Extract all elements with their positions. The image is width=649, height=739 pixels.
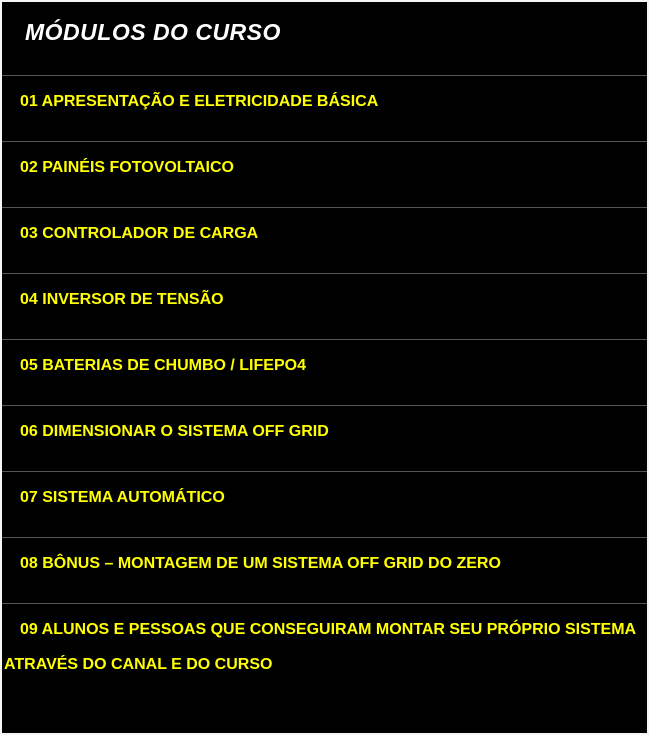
module-row-07[interactable]	[2, 471, 647, 537]
module-row-label: 06 DIMENSIONAR O SISTEMA OFF GRID	[20, 423, 329, 440]
module-row-label: 05 BATERIAS DE CHUMBO / LIFEPO4	[20, 357, 306, 374]
module-row-04[interactable]	[2, 273, 647, 339]
module-row-label: 01 APRESENTAÇÃO E ELETRICIDADE BÁSICA	[20, 93, 379, 110]
table-title: MÓDULOS DO CURSO	[25, 19, 281, 45]
module-row-label: 02 PAINÉIS FOTOVOLTAICO	[20, 159, 234, 176]
module-row-label: 03 CONTROLADOR DE CARGA	[20, 225, 259, 242]
module-row-label: 04 INVERSOR DE TENSÃO	[20, 291, 224, 308]
module-row-03[interactable]	[2, 207, 647, 273]
module-row-09[interactable]	[2, 603, 647, 733]
module-row-06[interactable]	[2, 405, 647, 471]
module-row-label: 07 SISTEMA AUTOMÁTICO	[20, 489, 225, 506]
module-row-01[interactable]	[2, 75, 647, 141]
module-row-label: 08 BÔNUS – MONTAGEM DE UM SISTEMA OFF GRID DO ZERO	[20, 555, 501, 572]
module-row-05[interactable]	[2, 339, 647, 405]
module-row-02[interactable]	[2, 141, 647, 207]
module-row-label: 09 ALUNOS E PESSOAS QUE CONSEGUIRAM MONTAR SEU PRÓPRIO SISTEMA ATRAVÉS DO CANAL E DO CURSO	[4, 621, 636, 673]
table-header-row	[2, 2, 647, 75]
module-row-08[interactable]	[2, 537, 647, 603]
